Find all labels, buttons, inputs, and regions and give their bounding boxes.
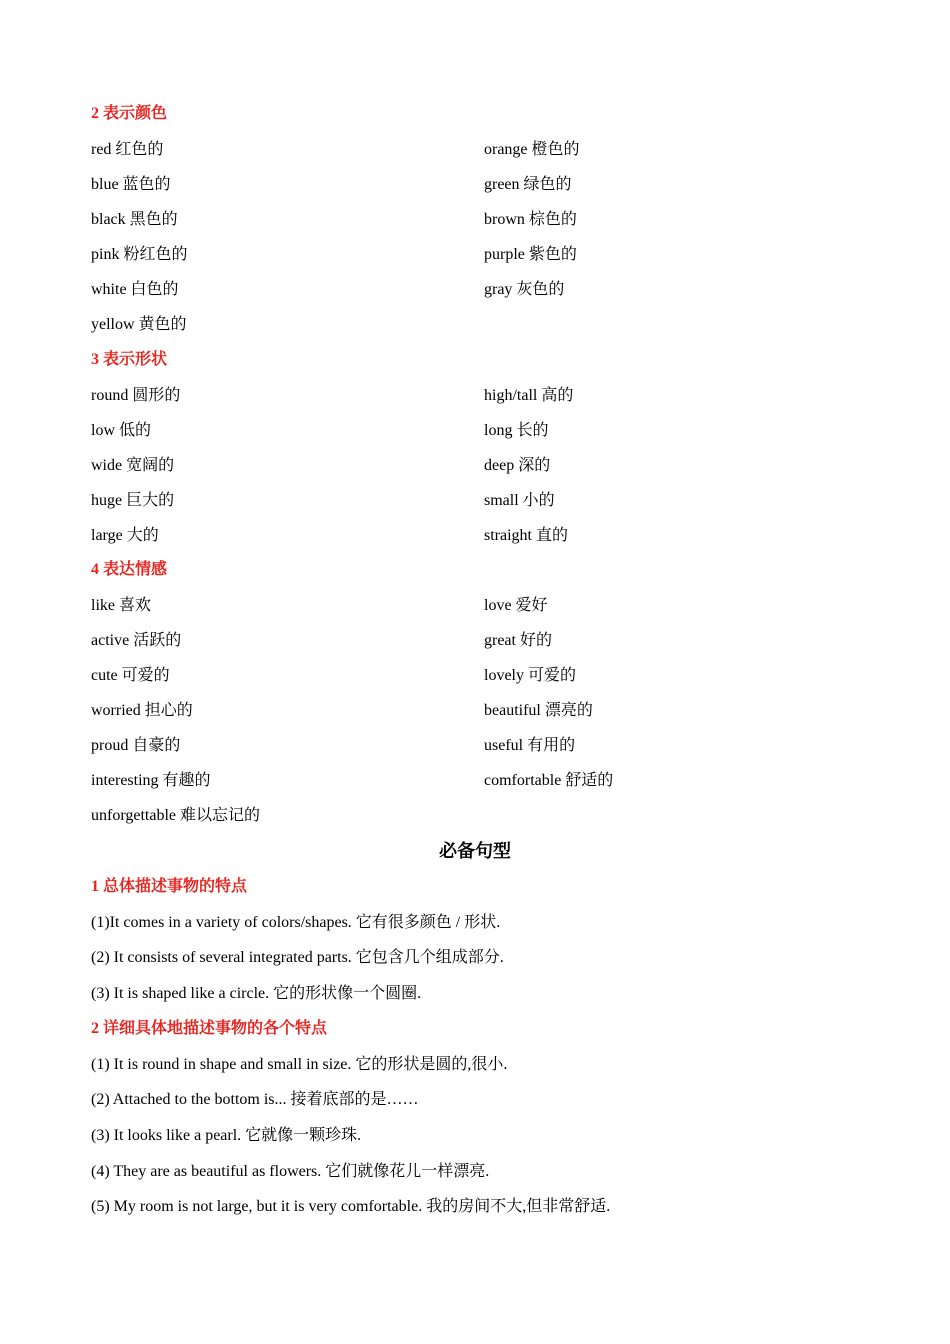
sentence-item: (3) It is shaped like a circle. 它的形状像一个圆圈.	[91, 985, 422, 1002]
vocab-item: small 小的	[484, 492, 555, 509]
vocab-item: cute 可爱的	[91, 667, 170, 684]
vocab-item: round 圆形的	[91, 387, 181, 404]
vocab-item: green 绿色的	[484, 176, 572, 193]
vocab-item: large 大的	[91, 527, 159, 544]
vocab-item: pink 粉红色的	[91, 246, 188, 263]
vocab-item: red 红色的	[91, 141, 164, 158]
sentence-item: (2) Attached to the bottom is... 接着底部的是……	[91, 1091, 419, 1108]
vocab-item: huge 巨大的	[91, 492, 175, 509]
section-heading-overall: 1 总体描述事物的特点	[91, 878, 248, 895]
sentence-item: (5) My room is not large, but it is very comfortable. 我的房间不大,但非常舒适.	[91, 1198, 611, 1215]
vocab-item: worried 担心的	[91, 702, 193, 719]
vocab-item: interesting 有趣的	[91, 772, 211, 789]
vocab-item: blue 蓝色的	[91, 176, 171, 193]
vocab-item: white 白色的	[91, 281, 179, 298]
sentence-item: (2) It consists of several integrated parts. 它包含几个组成部分.	[91, 949, 504, 966]
sentence-item: (1) It is round in shape and small in size. 它的形状是圆的,很小.	[91, 1056, 508, 1073]
vocab-item: gray 灰色的	[484, 281, 565, 298]
sentence-item: (3) It looks like a pearl. 它就像一颗珍珠.	[91, 1127, 362, 1144]
vocab-item: comfortable 舒适的	[484, 772, 614, 789]
vocab-item: beautiful 漂亮的	[484, 702, 593, 719]
vocab-item: brown 棕色的	[484, 211, 577, 228]
vocab-item: like 喜欢	[91, 597, 151, 614]
vocab-item: orange 橙色的	[484, 141, 580, 158]
section-heading-emotions: 4 表达情感	[91, 561, 168, 578]
section-heading-shapes: 3 表示形状	[91, 351, 168, 368]
vocab-item: unforgettable 难以忘记的	[91, 807, 261, 824]
vocab-item: wide 宽阔的	[91, 457, 175, 474]
sentence-item: (4) They are as beautiful as flowers. 它们就像花儿一样漂亮.	[91, 1163, 490, 1180]
vocab-item: active 活跃的	[91, 632, 182, 649]
vocab-item: straight 直的	[484, 527, 568, 544]
vocab-item: purple 紫色的	[484, 246, 577, 263]
vocab-item: useful 有用的	[484, 737, 576, 754]
vocab-item: lovely 可爱的	[484, 667, 576, 684]
vocab-item: high/tall 高的	[484, 387, 574, 404]
vocab-item: proud 自豪的	[91, 737, 181, 754]
vocab-item: long 长的	[484, 422, 549, 439]
section-heading-colors: 2 表示颜色	[91, 105, 168, 122]
vocab-item: deep 深的	[484, 457, 551, 474]
vocab-item: love 爱好	[484, 597, 548, 614]
vocab-item: low 低的	[91, 422, 152, 439]
vocab-item: yellow 黄色的	[91, 316, 187, 333]
vocab-item: great 好的	[484, 632, 552, 649]
section-heading-detail: 2 详细具体地描述事物的各个特点	[91, 1020, 328, 1037]
vocab-item: black 黑色的	[91, 211, 178, 228]
page-title: 必备句型	[439, 841, 511, 861]
sentence-item: (1)It comes in a variety of colors/shapes. 它有很多颜色 / 形状.	[91, 914, 501, 931]
